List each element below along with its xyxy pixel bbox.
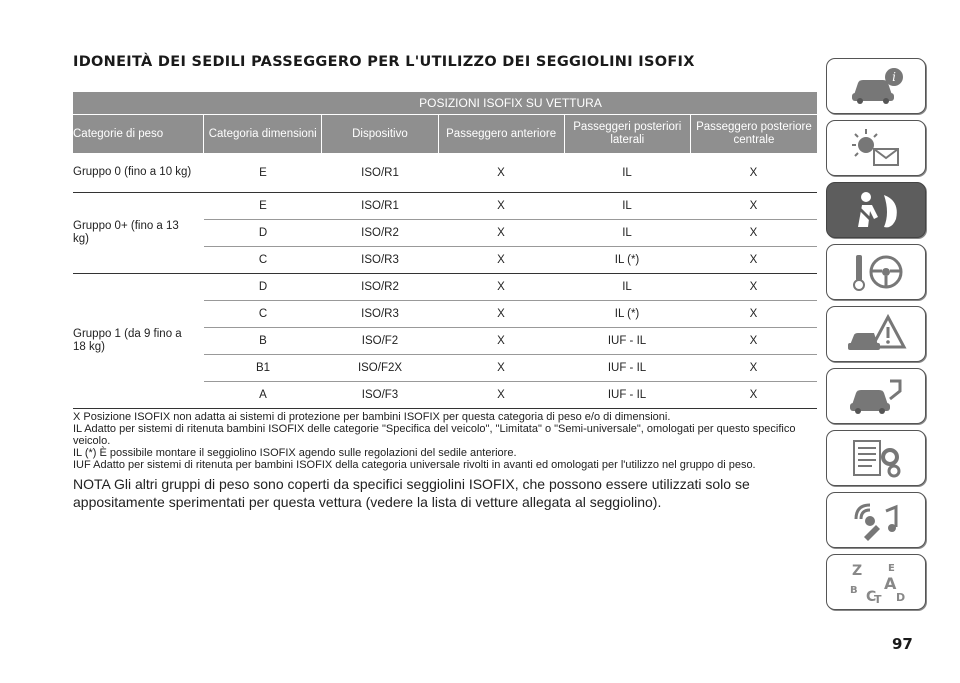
- table-group: [73, 274, 817, 409]
- table-cell: IL (*): [614, 308, 640, 320]
- table-cell: IL: [622, 166, 632, 179]
- table-group: [73, 153, 817, 193]
- table-group: [73, 193, 817, 274]
- table-cell: E: [259, 200, 267, 212]
- table-cell: X: [749, 200, 758, 212]
- table-cell: X: [749, 254, 758, 266]
- tab-safety[interactable]: [826, 182, 926, 238]
- tab-multimedia[interactable]: [826, 492, 926, 548]
- table-cell: X: [749, 281, 758, 293]
- page-title: IDONEITÀ DEI SEDILI PASSEGGERO PER L'UTILIZZO DEI SEGGIOLINI ISOFIX: [73, 54, 695, 70]
- index-letter: B: [850, 585, 858, 596]
- tab-emergency[interactable]: [826, 306, 926, 362]
- column-header: Categoria dimensioni: [204, 115, 322, 153]
- note-line: IL (*) È possibile montare il seggiolino ISOFIX agendo sulle regolazioni del sedile anteriore.: [73, 447, 517, 459]
- table-cell: A: [259, 389, 267, 401]
- table-body: [73, 153, 817, 409]
- table-cell: X: [749, 308, 758, 320]
- table-cell: X: [497, 389, 505, 401]
- table-cell: D: [258, 227, 268, 239]
- index-letter: C: [866, 589, 877, 605]
- table-row: [204, 382, 817, 408]
- technical-data-icon: [844, 435, 908, 481]
- table-cell: ISO/R3: [361, 308, 399, 320]
- safety-airbag-icon: [844, 187, 908, 233]
- table-cell: ISO/R2: [361, 281, 399, 293]
- tab-car-info[interactable]: [826, 58, 926, 114]
- table-cell: X: [749, 362, 758, 374]
- table-cell: ISO/F2: [361, 335, 399, 347]
- weight-group-label: Gruppo 1 (da 9 fino a 18 kg): [73, 328, 182, 353]
- table-row: [204, 274, 817, 301]
- table-cell: ISO/R3: [361, 254, 399, 266]
- tab-lights-message[interactable]: [826, 120, 926, 176]
- table-cell: X: [749, 389, 758, 401]
- table-cell: ISO/F2X: [357, 362, 403, 374]
- index-letter: E: [888, 563, 895, 574]
- table-row: [204, 355, 817, 382]
- table-cell: IL (*): [614, 254, 640, 266]
- table-cell: X: [497, 254, 505, 266]
- lights-message-icon: [844, 125, 908, 171]
- index-letter: A: [884, 574, 897, 593]
- weight-group-label: Gruppo 0+ (fino a 13 kg): [73, 220, 179, 245]
- table-cell: C: [258, 308, 268, 320]
- table-cell: B1: [255, 362, 271, 374]
- table-row: [204, 193, 817, 220]
- table-cell: X: [497, 335, 505, 347]
- column-header: Passeggero posteriore centrale: [696, 121, 812, 146]
- table-row: [204, 328, 817, 355]
- table-cell: X: [749, 166, 758, 179]
- table-cell: D: [258, 281, 268, 293]
- table-cell: X: [497, 200, 505, 212]
- tab-maintenance[interactable]: [826, 368, 926, 424]
- table-group-header: POSIZIONI ISOFIX SU VETTURA: [204, 92, 817, 115]
- note-line: IL Adatto per sistemi di ritenuta bambini ISOFIX delle categorie "Specifica del veicolo", "Limitata" o "Semi-universale", omologati per questo specifico veicolo.: [73, 423, 796, 447]
- table-cell: X: [497, 308, 505, 320]
- table-row: [204, 301, 817, 328]
- tab-key-steering[interactable]: [826, 244, 926, 300]
- table-cell: X: [749, 227, 758, 239]
- table-cell: IL: [622, 281, 632, 293]
- multimedia-icon: [844, 497, 908, 543]
- emergency-warning-icon: [844, 311, 908, 357]
- index-letter: T: [874, 593, 882, 605]
- table-cell: ISO/F3: [361, 389, 399, 401]
- table-row: [204, 153, 817, 192]
- table-cell: X: [497, 227, 505, 239]
- column-header: Passeggero anteriore: [439, 115, 565, 153]
- table-cell: ISO/R1: [361, 200, 399, 212]
- key-steering-icon: [844, 249, 908, 295]
- column-header: Categorie di peso: [73, 115, 204, 153]
- weight-group-label: Gruppo 0 (fino a 10 kg): [73, 166, 192, 178]
- table-cell: IL: [622, 200, 632, 212]
- car-maintenance-icon: [844, 373, 908, 419]
- table-cell: X: [749, 335, 758, 347]
- tab-index[interactable]: [826, 554, 926, 610]
- table-cell: IUF - IL: [607, 362, 647, 374]
- table-cell: IUF - IL: [607, 335, 647, 347]
- nota-paragraph: NOTA Gli altri gruppi di peso sono coperti da specifici seggiolini ISOFIX, che possono essere utilizzati solo se appositamente sperimentati per questa vettura (vedere la lista di vetture allegata al seggiolino).: [73, 476, 750, 510]
- table-cell: X: [497, 281, 505, 293]
- page-number: 97: [892, 635, 913, 653]
- table-cell: IL: [622, 227, 632, 239]
- table-cell: X: [497, 362, 505, 374]
- isofix-table: [73, 92, 817, 409]
- table-cell: X: [497, 166, 505, 179]
- table-cell: ISO/R2: [361, 227, 399, 239]
- note-line: IUF Adatto per sistemi di ritenuta per bambini ISOFIX della categoria universale rivolti in avanti ed omologati per l'utilizzo nel gruppo di peso.: [73, 459, 756, 471]
- svg-text:i: i: [892, 70, 896, 84]
- car-info-icon: [844, 63, 908, 109]
- note-line: X Posizione ISOFIX non adatta ai sistemi di protezione per bambini ISOFIX per questa categoria di peso e/o di dimensioni.: [73, 411, 671, 423]
- index-letter: D: [896, 591, 906, 604]
- table-row: [204, 220, 817, 247]
- column-header: Passeggeri posteriori laterali: [565, 115, 691, 153]
- table-cell: B: [259, 335, 267, 347]
- index-letter: Z: [852, 563, 863, 579]
- column-header: Dispositivo: [322, 115, 438, 153]
- table-cell: C: [258, 254, 268, 266]
- table-cell: IUF - IL: [607, 389, 647, 401]
- table-cell: E: [259, 166, 267, 179]
- table-row: [204, 247, 817, 273]
- notes: [73, 411, 819, 511]
- index-icon: [844, 559, 908, 605]
- table-cell: ISO/R1: [361, 166, 399, 179]
- chapter-tabs: [826, 58, 928, 616]
- table-header-row: [73, 115, 817, 153]
- tab-technical-data[interactable]: [826, 430, 926, 486]
